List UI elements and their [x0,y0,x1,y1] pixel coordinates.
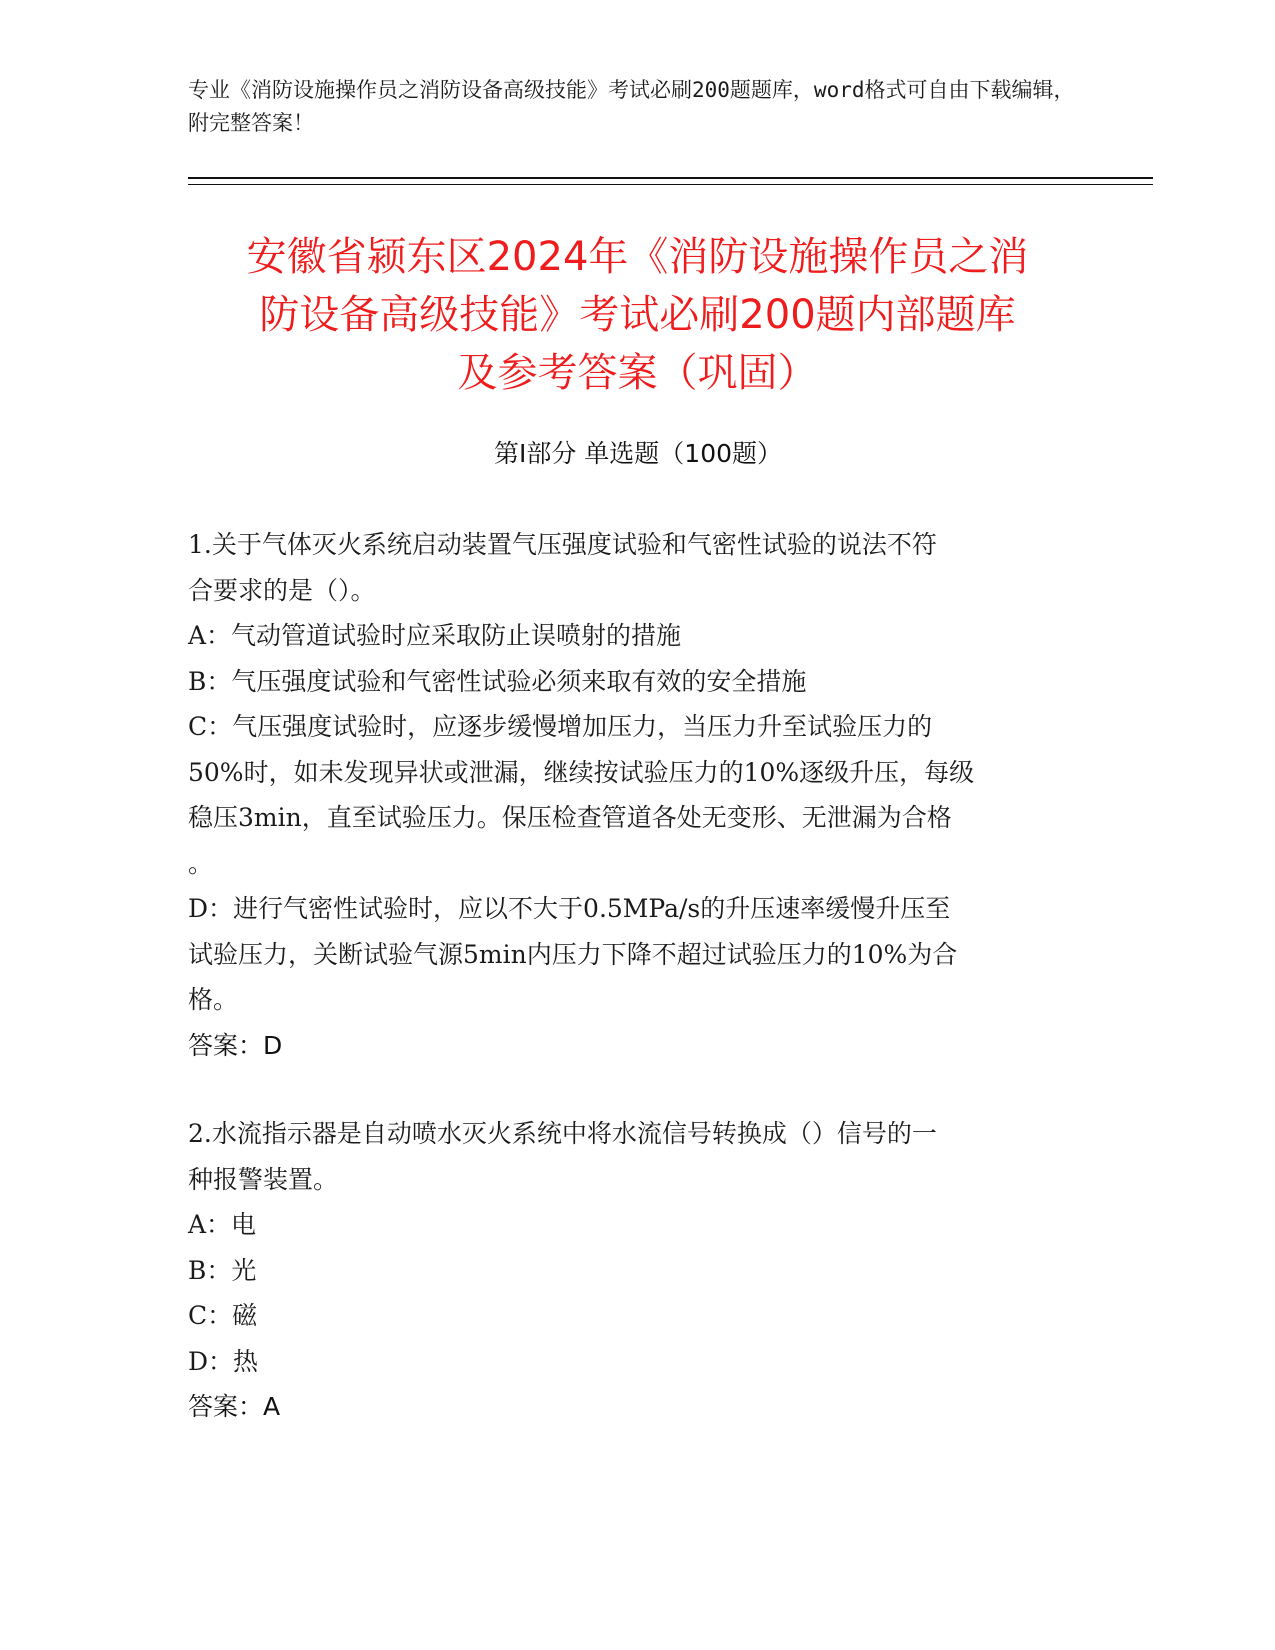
answer-label: 答案：D [188,1030,283,1060]
question-stem-line: 2.水流指示器是自动喷水灭火系统中将水流信号转换成（）信号的一 [188,1119,937,1148]
option-d-line: 试验压力，关断试验气源5min内压力下降不超过试验压力的10%为合 [188,939,958,969]
option-c-line: C：气压强度试验时，应逐步缓慢增加压力，当压力升至试验压力的 [188,712,933,741]
option-c-line: 50%时，如未发现异状或泄漏，继续按试验压力的10%逐级升压，每级 [188,757,975,787]
document-title-line-1: 安徽省颍东区2024年《消防设施操作员之消 [246,234,1029,280]
header-divider-thin [188,184,1153,185]
document-title [170,228,1105,402]
option-d-line: 格。 [188,985,239,1014]
question-2 [188,1111,1068,1430]
document-title-line-2: 防设备高级技能》考试必刷200题内部题库 [259,292,1016,338]
option-b: B：光 [188,1255,257,1285]
option-d-line: D：进行气密性试验时，应以不大于0.5MPa/s的升压速率缓慢升压至 [188,894,951,923]
option-c-line: 稳压3min，直至试验压力。保压检查管道各处无变形、无泄漏为合格 [188,803,952,832]
option-d: D：热 [188,1346,259,1376]
question-1 [188,522,1068,1068]
question-stem-line: 种报警装置。 [188,1164,339,1194]
option-c: C：磁 [188,1301,258,1330]
option-a: A：电 [188,1210,257,1239]
option-c-line: 。 [188,848,214,878]
header-divider-thick [188,177,1153,179]
option-b: B：气压强度试验和气密性试验必须来取有效的安全措施 [188,666,807,696]
question-stem-line: 合要求的是（）。 [188,575,376,605]
answer-label: 答案：A [188,1392,281,1421]
header-note: 专业《消防设施操作员之消防设备高级技能》考试必刷200题题库，word格式可自由下载编辑，附完整答案！ [188,78,1075,135]
document-title-line-3: 及参考答案（巩固） [457,350,818,396]
section-title: 第Ⅰ部分 单选题（100题） [493,439,783,468]
question-stem-line: 1.关于气体灭火系统启动装置气压强度试验和气密性试验的说法不符 [188,530,937,559]
option-a: A：气动管道试验时应采取防止误喷射的措施 [188,621,682,650]
